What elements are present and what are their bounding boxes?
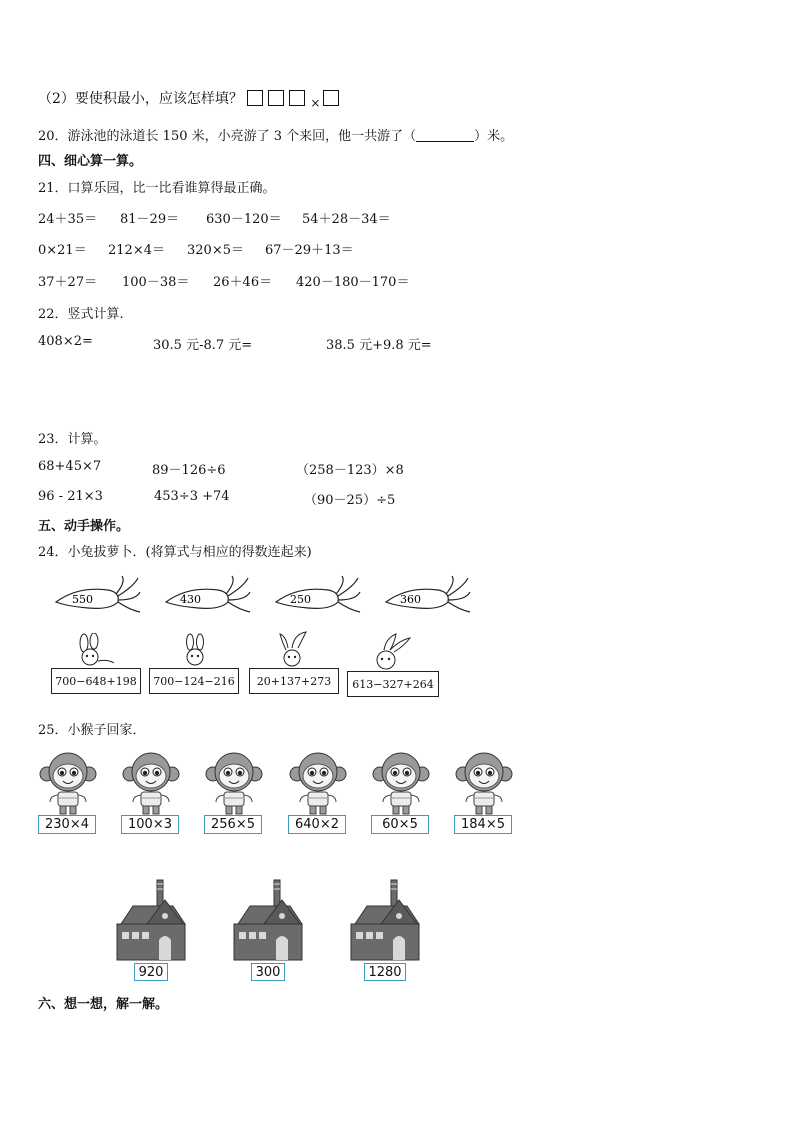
section-6-heading: 六、想一想，解一解。 [38,997,169,1012]
times-sign: × [310,96,321,110]
carrot-icon [158,572,253,622]
carrot-value: 360 [400,593,421,606]
q23-title: 23．计算。 [38,432,107,447]
house-number-box[interactable]: 920 [134,963,168,981]
expression-box[interactable] [347,671,439,697]
q21-item: 26＋46＝ [213,275,273,290]
monkey-icon [121,750,181,816]
q23-item: 89－126÷6 [152,463,226,478]
monkey-expression-box[interactable]: 100×3 [121,815,179,834]
expression-box[interactable] [249,668,339,694]
q21-item: 67－29＋13＝ [265,243,354,258]
q23-item: 96 - 21×3 [38,489,103,504]
monkey-icon [288,750,348,816]
section-5-heading: 五、动手操作。 [38,519,130,534]
q21-item: 0×21＝ [38,243,87,258]
q21-item: 212×4＝ [108,243,165,258]
q20-answer-blank[interactable] [416,129,474,142]
q20-text-before: 20．游泳池的泳道长 150 米，小亮游了 3 个来回，他一共游了（ [38,129,417,144]
expression-text: 700−648+198 [55,674,137,688]
q21-item: 54＋28－34＝ [302,212,391,227]
answer-box-1[interactable] [247,90,263,106]
rabbit-icon [272,630,318,670]
q22-item: 38.5 元+9.8 元= [326,338,432,353]
q22-item: 30.5 元-8.7 元= [153,338,253,353]
carrot-value: 550 [72,593,93,606]
monkey-icon [204,750,264,816]
monkey-icon [371,750,431,816]
q21-item: 320×5＝ [187,243,244,258]
expression-box[interactable] [51,668,141,694]
expression-box[interactable] [149,668,239,694]
house-icon [347,876,423,962]
house-icon [113,876,189,962]
q23-item: （90－25）÷5 [304,493,396,508]
q22-item: 408×2= [38,334,93,349]
q21-item: 630－120＝ [206,212,282,227]
q24-title: 24．小兔拔萝卜．(将算式与相应的得数连起来) [38,545,312,560]
q23-item: 453÷3 +74 [154,489,230,504]
monkey-expression-box[interactable]: 184×5 [454,815,512,834]
expression-text: 700−124−216 [153,674,235,688]
q21-item: 100－38＝ [122,275,190,290]
rabbit-icon [176,633,216,669]
q23-item: 68+45×7 [38,459,102,474]
q21-item: 81－29＝ [120,212,180,227]
q22-title: 22．竖式计算. [38,307,124,322]
carrot-icon [48,572,143,622]
monkey-icon [38,750,98,816]
expression-text: 20+137+273 [256,674,332,688]
q25-title: 25．小猴子回家． [38,723,146,738]
q21-item: 420－180－170＝ [296,275,410,290]
q19-part2 [38,88,344,110]
house-icon [230,876,306,962]
q23-item: （258－123）×8 [296,463,404,478]
q21-item: 24＋35＝ [38,212,98,227]
answer-box-2[interactable] [268,90,284,106]
q20-text-after: ）米。 [474,129,514,144]
house-number-box[interactable]: 300 [251,963,285,981]
rabbit-icon [70,633,118,669]
house-number-box[interactable]: 1280 [364,963,406,981]
monkey-expression-box[interactable]: 640×2 [288,815,346,834]
carrot-value: 250 [290,593,311,606]
q21-item: 37＋27＝ [38,275,98,290]
monkey-expression-box[interactable]: 60×5 [371,815,429,834]
answer-box-4[interactable] [323,90,339,106]
monkey-expression-box[interactable]: 230×4 [38,815,96,834]
section-4-heading: 四、细心算一算。 [38,154,143,169]
q20 [38,125,513,144]
expression-text: 613−327+264 [352,677,434,691]
monkey-expression-box[interactable]: 256×5 [204,815,262,834]
q19-part2-text: （2）要使积最小，应该怎样填？ [38,91,243,107]
carrot-value: 430 [180,593,201,606]
carrot-icon [268,572,363,622]
q21-title: 21．口算乐园，比一比看谁算得最正确。 [38,181,276,196]
carrot-icon [378,572,473,622]
answer-box-3[interactable] [289,90,305,106]
monkey-icon [454,750,514,816]
rabbit-icon [366,632,414,672]
